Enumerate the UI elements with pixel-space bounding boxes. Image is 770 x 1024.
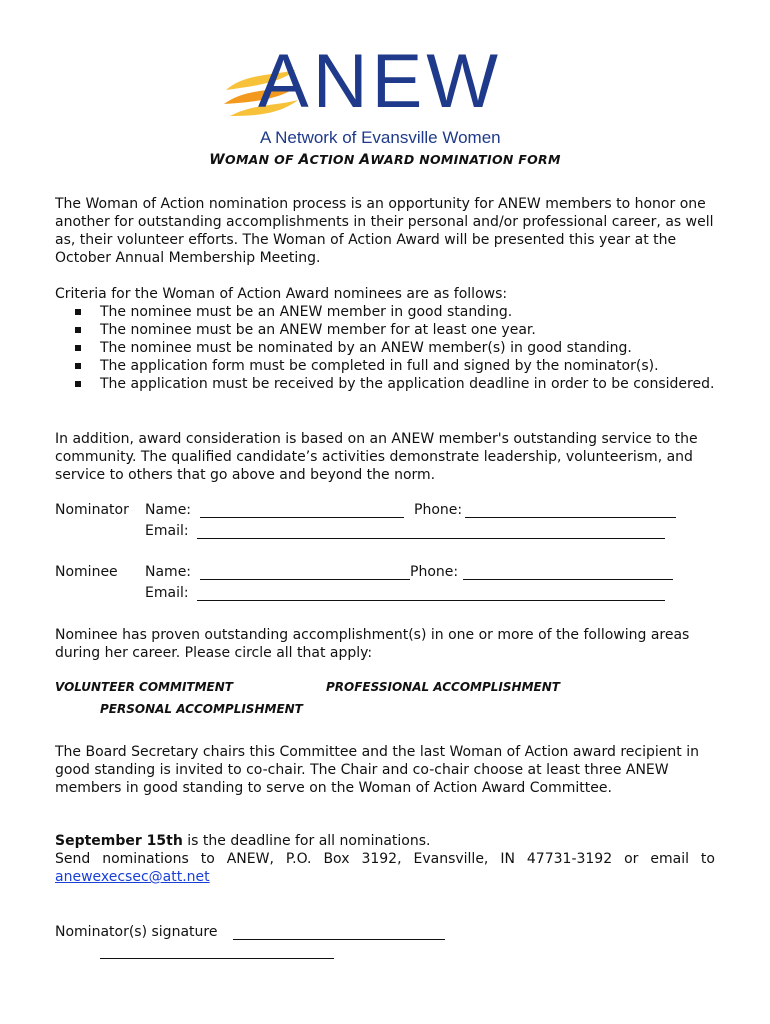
list-item: The nominee must be nominated by an ANEW member(s) in good standing. (75, 339, 725, 357)
intro-paragraph: The Woman of Action nomination process is an opportunity for ANEW members to honor one another for outstanding accomplishments in their personal and/or professional career, as well as, their volunteer efforts. The Woman of Action Award will be presented this year at the October Annual Membership Meeting. (55, 196, 714, 266)
area-volunteer[interactable]: VOLUNTEER COMMITMENT (55, 680, 233, 694)
email-link[interactable]: anewexecsec@att.net (55, 869, 210, 885)
list-item: The application form must be completed in full and signed by the nominator(s). (75, 357, 725, 375)
nominator-phone-label: Phone: (414, 502, 463, 518)
nominator-phone-field[interactable] (465, 517, 676, 518)
deadline-block (55, 832, 715, 886)
nominator-email-label: Email: (145, 523, 189, 539)
nominee-email-label: Email: (145, 585, 189, 601)
deadline-date: September 15th (55, 833, 183, 849)
nominee-phone-label: Phone: (410, 564, 459, 580)
consideration-paragraph: In addition, award consideration is based on an ANEW member's outstanding service to the community. The qualified candidate’s activities demonstrate leadership, volunteerism, and service to others that go above and beyond the norm. (55, 431, 698, 483)
send-line: Send nominations to ANEW, P.O. Box 3192, Evansville, IN 47731-3192 or email to (55, 851, 715, 867)
nominee-label: Nominee (55, 564, 118, 580)
nominator-name-field[interactable] (200, 517, 404, 518)
nominator-name-label: Name: (145, 502, 192, 518)
form-title: WOMAN OF ACTION AWARD NOMINATION FORM (209, 152, 561, 168)
criteria-list (75, 303, 725, 393)
signature-label: Nominator(s) signature (55, 924, 218, 940)
logo-tagline: A Network of Evansville Women (260, 128, 501, 147)
nominee-name-label: Name: (145, 564, 192, 580)
nominee-name-field[interactable] (200, 579, 410, 580)
list-item: The application must be received by the application deadline in order to be considered. (75, 375, 725, 393)
nominee-phone-field[interactable] (463, 579, 673, 580)
deadline-line: September 15th is the deadline for all nominations. (55, 833, 431, 849)
nominator-label: Nominator (55, 502, 129, 518)
nominee-email-field[interactable] (197, 600, 665, 601)
nominator-email-field[interactable] (197, 538, 665, 539)
signature-field-2[interactable] (100, 958, 334, 959)
signature-field-1[interactable] (233, 939, 445, 940)
committee-paragraph: The Board Secretary chairs this Committee and the last Woman of Action award recipient in good standing is invited to co-chair. The Chair and co-chair choose at least three ANEW members in good standing to serve on the Woman of Action Award Committee. (55, 744, 699, 796)
list-item: The nominee must be an ANEW member in good standing. (75, 303, 725, 321)
logo-wordmark: ANEW (258, 39, 502, 124)
areas-intro: Nominee has proven outstanding accomplishment(s) in one or more of the following areas during her career. Please circle all that apply: (55, 627, 690, 661)
criteria-heading: Criteria for the Woman of Action Award nominees are as follows: (55, 286, 508, 302)
anew-logo (222, 39, 542, 150)
area-professional[interactable]: PROFESSIONAL ACCOMPLISHMENT (326, 680, 560, 694)
list-item: The nominee must be an ANEW member for at least one year. (75, 321, 725, 339)
area-personal[interactable]: PERSONAL ACCOMPLISHMENT (100, 702, 303, 716)
